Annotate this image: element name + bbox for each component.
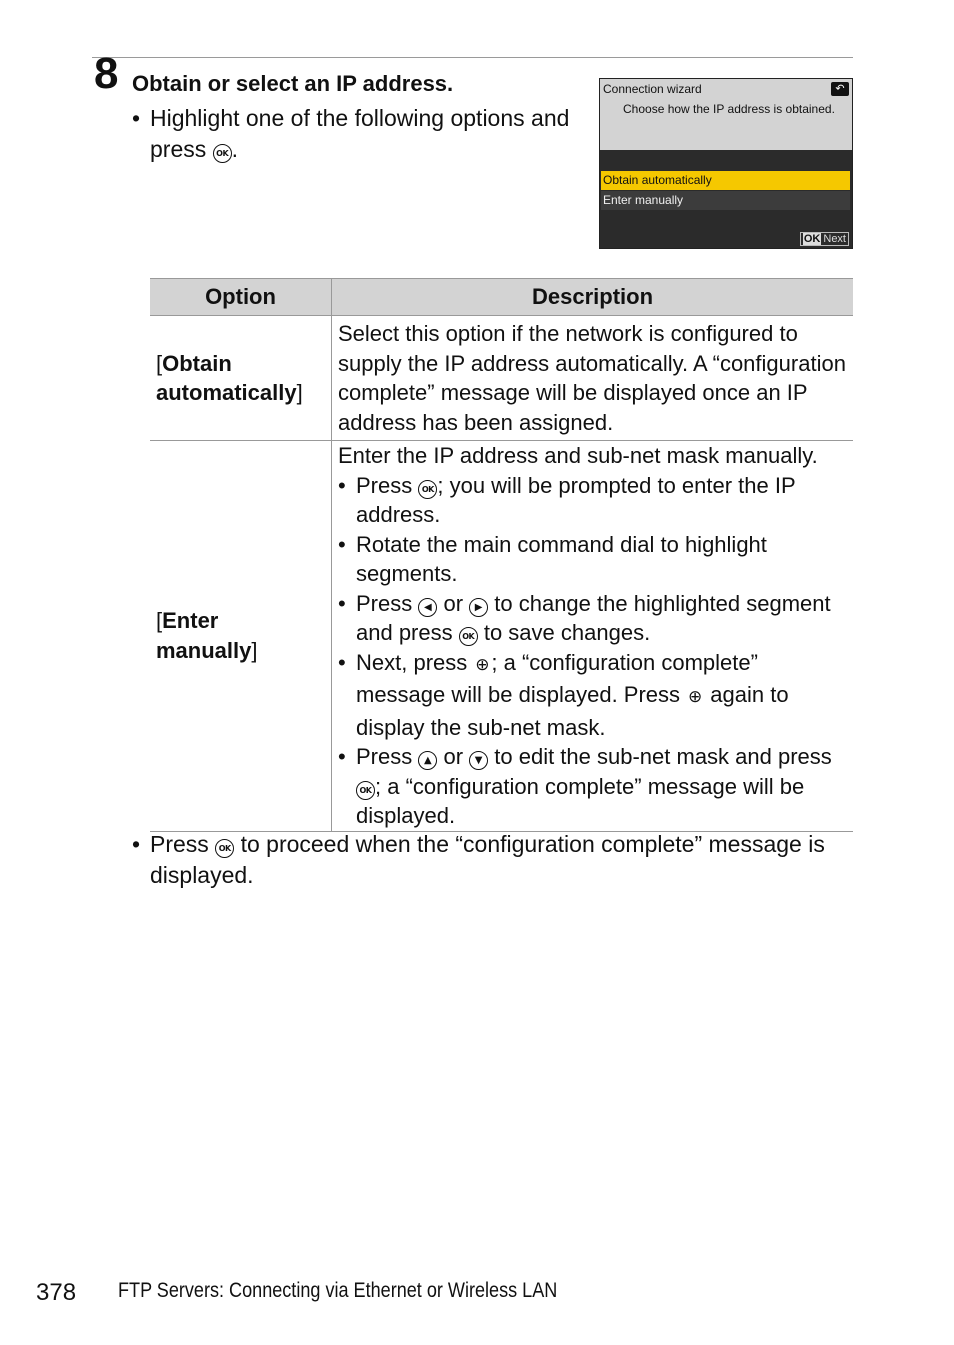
ok-button-icon: OK [356, 781, 375, 800]
list-item [338, 589, 847, 648]
list-item [338, 648, 847, 743]
multi-selector-left-icon: ◀ [418, 598, 437, 617]
option-cell: [Enter manually] [150, 441, 332, 832]
description-text: Select this option if the network is configured to supply the IP address automatically. A “configuration complete” message will be displayed once an IP address has been assigned. [338, 321, 846, 435]
options-table [150, 278, 853, 832]
option-cell: [Obtain automatically] [150, 316, 332, 441]
text: ; you will be prompted to enter the IP address. [356, 472, 796, 527]
final-note [132, 829, 855, 891]
camera-footer [600, 230, 852, 248]
text: or [437, 744, 470, 769]
text: to save changes. [477, 620, 651, 645]
instruction-end: . [231, 136, 239, 162]
camera-menu [600, 150, 852, 230]
page-number: 378 [36, 1279, 77, 1306]
bullet-dot: • [132, 831, 141, 857]
text: again to display the sub-net mask. [356, 682, 789, 740]
top-rule [92, 57, 853, 58]
option-name: Enter manually [156, 608, 252, 663]
ok-button-icon: OK [459, 627, 478, 646]
zoom-in-icon: ⊕ [688, 687, 703, 707]
ok-badge: OK [803, 233, 821, 245]
final-note-text: Press [150, 831, 216, 857]
list-item: • Rotate the main command dial to highlight segments. [338, 530, 847, 589]
multi-selector-down-icon: ▼ [469, 751, 488, 770]
list-item [338, 471, 847, 530]
table-row [150, 316, 853, 441]
camera-title: Connection wizard [603, 82, 702, 96]
section-title: FTP Servers: Connecting via Ethernet or Wireless LAN [118, 1279, 558, 1302]
step-title: Obtain or select an IP address. [132, 71, 454, 96]
ok-button-icon: OK [213, 144, 232, 163]
description-cell [332, 441, 854, 832]
list-item [338, 742, 847, 831]
zoom-in-icon: ⊕ [475, 654, 490, 675]
menu-option-enter-manually[interactable]: Enter manually [601, 191, 850, 210]
text: or [437, 590, 470, 616]
header-description: Description [332, 279, 854, 316]
back-icon[interactable]: ↶ [831, 82, 849, 96]
text: ; a “configuration complete” message will be displayed. [356, 773, 805, 828]
next-button[interactable] [800, 232, 849, 246]
ok-button-icon: OK [418, 480, 437, 499]
table-row [150, 441, 853, 832]
text: Press [356, 744, 419, 769]
multi-selector-up-icon: ▲ [418, 751, 437, 770]
description-list [338, 471, 847, 831]
menu-option-obtain-automatically[interactable]: Obtain automatically [601, 171, 850, 190]
description-cell [332, 316, 854, 441]
text: Next, press [356, 649, 474, 675]
header-option: Option [150, 279, 332, 316]
step-instruction [132, 103, 570, 165]
final-note-text-end: to proceed when the “configuration complete” message is displayed. [150, 831, 825, 888]
instruction-text: Highlight one of the following options and press [150, 105, 570, 162]
multi-selector-right-icon: ▶ [469, 598, 488, 617]
bullet-dot: • [132, 105, 141, 131]
text: Press [356, 472, 419, 498]
option-name: Obtain automatically [156, 350, 297, 405]
table-header-row [150, 279, 853, 316]
description-intro: Enter the IP address and sub-net mask manually. [338, 443, 818, 468]
text: to change the highlighted segment and press [356, 590, 831, 645]
camera-screen [599, 78, 853, 249]
camera-header [600, 79, 852, 150]
ok-button-icon: OK [215, 839, 234, 858]
text: Press [356, 590, 419, 616]
camera-prompt: Choose how the IP address is obtained. [623, 102, 835, 116]
next-label: Next [823, 233, 846, 245]
text: ; a “configuration complete” message will be displayed. Press [356, 649, 758, 707]
step-number: 8 [94, 49, 119, 98]
text: to edit the sub-net mask and press [488, 744, 832, 769]
